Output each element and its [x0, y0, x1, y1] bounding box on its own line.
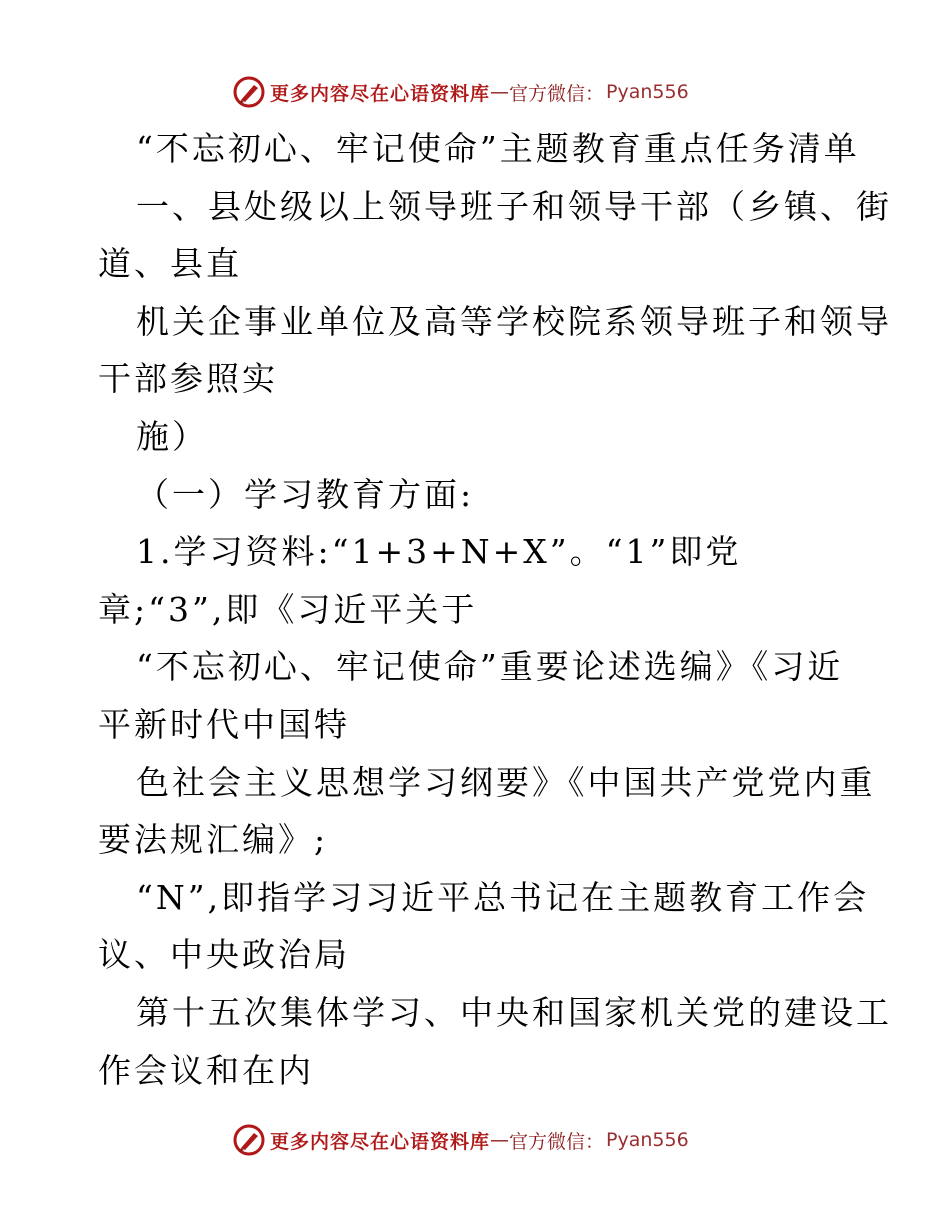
text-line: 机关企事业单位及高等学校院系领导班子和领导: [136, 301, 892, 341]
pen-logo-icon: [232, 1123, 266, 1157]
section-heading: （一）学习教育方面:: [136, 474, 475, 514]
text-line: 一、县处级以上领导班子和领导干部（乡镇、街: [136, 186, 892, 226]
watermark-label: 官方微信：: [509, 82, 605, 105]
watermark-id: Pyan556: [606, 1129, 689, 1151]
watermark-text: 更多内容尽在心语资料库: [270, 1130, 491, 1153]
watermark-label: 官方微信：: [509, 1130, 605, 1153]
text-line: 章;“3”,即《习近平关于: [98, 589, 478, 629]
text-line: 道、县直: [98, 244, 242, 284]
text-line: 色社会主义思想学习纲要》《中国共产党党内重: [136, 762, 876, 802]
doc-title: “不忘初心、牢记使命”主题教育重点任务清单: [136, 129, 860, 168]
text-line: 要法规汇编》;: [98, 820, 329, 860]
text-line: 议、中央政治局: [98, 935, 350, 975]
text-line: 平新时代中国特: [98, 704, 350, 744]
text-line: 干部参照实: [98, 359, 278, 399]
text-line: 1.学习资料:“1+3+N+X”。“1”即党: [136, 532, 742, 572]
footer-watermark: [232, 1120, 752, 1160]
watermark-id: Pyan556: [606, 81, 689, 103]
pen-logo-icon: [232, 75, 266, 109]
watermark-dash: —: [490, 1129, 510, 1151]
document-body: [98, 120, 892, 1099]
text-line: 作会议和在内: [98, 1050, 314, 1090]
text-line: “不忘初心、牢记使命”重要论述选编》《习近: [136, 647, 844, 687]
text-line: “N”,即指学习习近平总书记在主题教育工作会: [136, 877, 870, 917]
text-line: 第十五次集体学习、中央和国家机关党的建设工: [136, 992, 892, 1032]
watermark-dash: —: [490, 81, 510, 103]
text-line: 施）: [136, 416, 208, 456]
watermark-text: 更多内容尽在心语资料库: [270, 82, 491, 105]
header-watermark: [232, 72, 752, 112]
